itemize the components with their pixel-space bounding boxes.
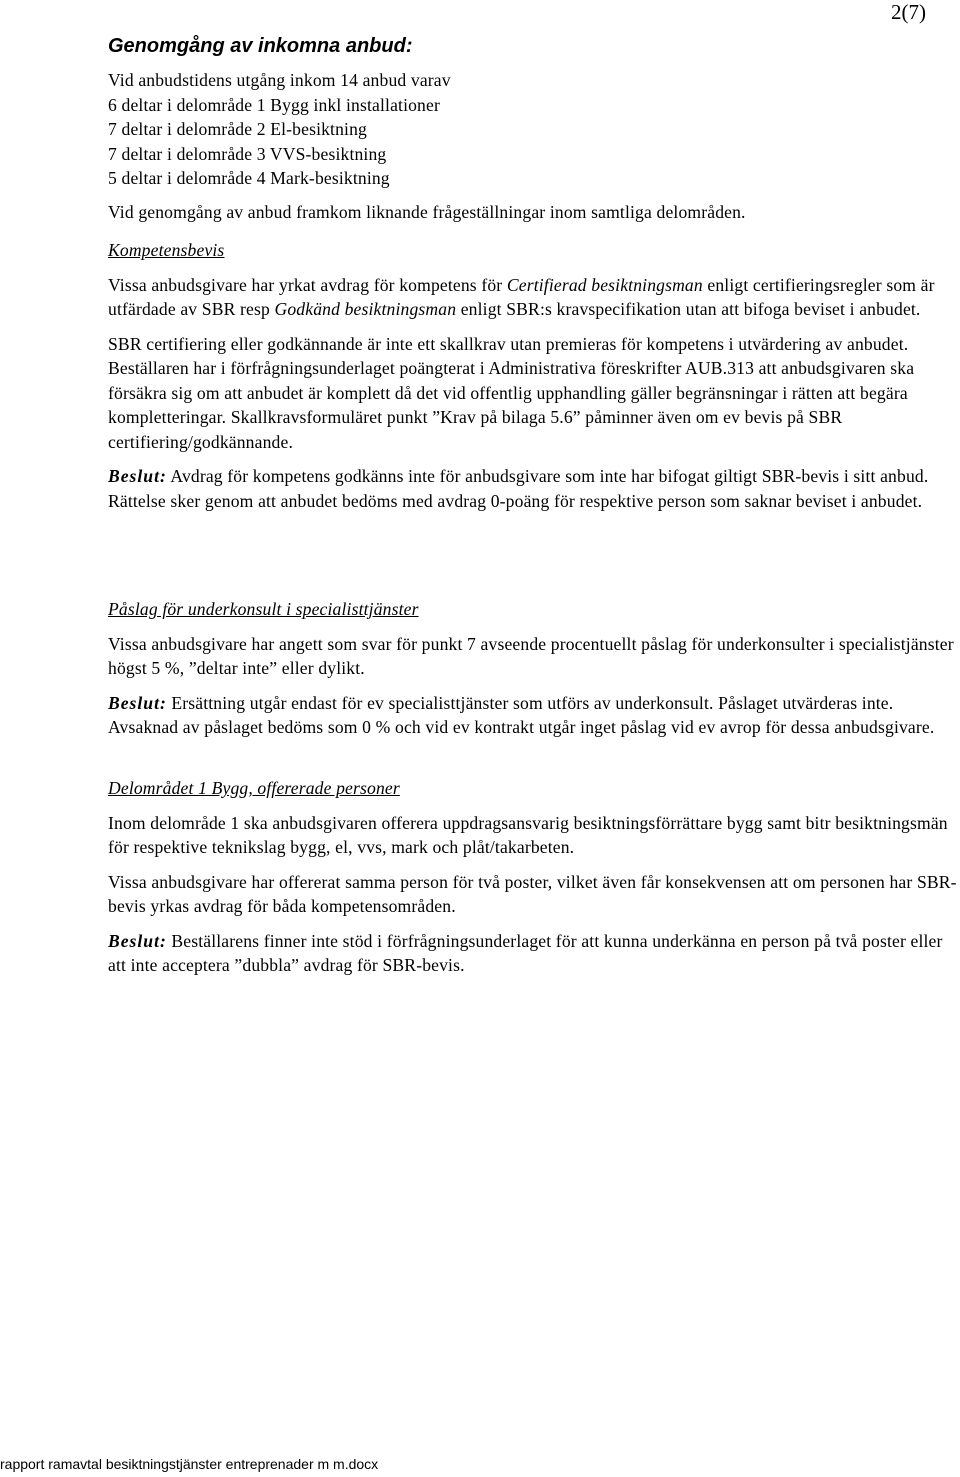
kompetens-paragraph-2: SBR certifiering eller godkännande är inte ett skallkrav utan premieras för kompetens i utvärdering av anbudet. Beställaren har i förfrågningsunderlaget poängterat i Administrativa föreskrifter AUB.313 att anbudsgivaren ska försäkra sig om att anbudet är komplett då det vid offentlig upphandling gäller begränsningar i rätten att begära kompletteringar. Skallkravsformuläret punkt ”Krav på bilaga 5.6” påminner även om ev bevis på SBR certifiering/godkännande. — [108, 333, 915, 452]
kompetens-decision: Beslut: Avdrag för kompetens godkänns inte för anbudsgivare som inte har bifogat giltigt SBR-bevis i sitt anbud. Rättelse sker genom att anbudet bedöms med avdrag 0-poäng för respektive person som saknar beviset i anbudet. — [108, 466, 929, 511]
page-number: 2(7) — [891, 0, 926, 24]
intro-summary: Vid genomgång av anbud framkom liknande frågeställningar inom samtliga delområden. — [108, 201, 746, 222]
intro-line: 7 deltar i delområde 2 El-besiktning — [108, 119, 367, 140]
section-title-kompetensbevis: Kompetensbevis — [108, 240, 225, 260]
beslut-label: Beslut: — [108, 930, 167, 951]
beslut-label: Beslut: — [108, 466, 167, 486]
document-footer: rapport ramavtal besiktningstjänster entreprenader m m.docx — [0, 1456, 379, 1472]
intro-line: 5 deltar i delområde 4 Mark-besiktning — [108, 168, 390, 189]
paslag-decision: Beslut: Ersättning utgår endast för ev specialisttjänster som utförs av underkonsult. Påslaget utvärderas inte. Avsaknad av påslaget bedöms som 0 % och vid ev kontrakt utgår inget påslag vid ev avrop för dessa anbudsgivare. — [108, 692, 935, 737]
page-title: Genomgång av inkomna anbud: — [108, 35, 413, 57]
delomrade-paragraph-1: Inom delområde 1 ska anbudsgivaren offerera uppdragsansvarig besiktningsförrättare bygg samt bitr besiktningsmän för respektive teknikslag bygg, el, vvs, mark och plåt/takarbeten. — [108, 812, 948, 857]
kompetens-paragraph-1: Vissa anbudsgivare har yrkat avdrag för kompetens för Certifierad besiktningsman enligt certifieringsregler som är utfärdade av SBR resp Godkänd besiktningsman enligt SBR:s kravspecifikation utan att bifoga beviset i anbudet. — [108, 274, 935, 319]
section-title-delomrade: Delområdet 1 Bygg, offererade personer — [108, 778, 400, 798]
intro-line: 6 deltar i delområde 1 Bygg inkl installationer — [108, 94, 440, 115]
intro-section — [108, 68, 958, 225]
delomrade-decision: Beslut: Beställarens finner inte stöd i förfrågningsunderlaget för att kunna underkänna en person på två poster eller att inte acceptera ”dubbla” avdrag för SBR-bevis. — [108, 930, 943, 975]
delomrade-paragraph-2: Vissa anbudsgivare har offererat samma person för två poster, vilket även får konsekvensen att om personen har SBR-bevis yrkas avdrag för båda kompetensområden. — [108, 871, 957, 916]
beslut-label: Beslut: — [108, 692, 167, 713]
paslag-section — [108, 597, 958, 750]
section-title-paslag: Påslag för underkonsult i specialisttjänster — [108, 599, 419, 619]
intro-line: Vid anbudstidens utgång inkom 14 anbud varav — [108, 70, 451, 90]
paslag-paragraph: Vissa anbudsgivare har angett som svar för punkt 7 avseende procentuellt påslag för underkonsulter i specialistjänster högst 5 %, ”deltar inte” eller dylikt. — [108, 633, 954, 678]
kompetens-section — [108, 238, 958, 523]
delomrade-section — [108, 776, 958, 988]
intro-line: 7 deltar i delområde 3 VVS-besiktning — [108, 143, 387, 164]
